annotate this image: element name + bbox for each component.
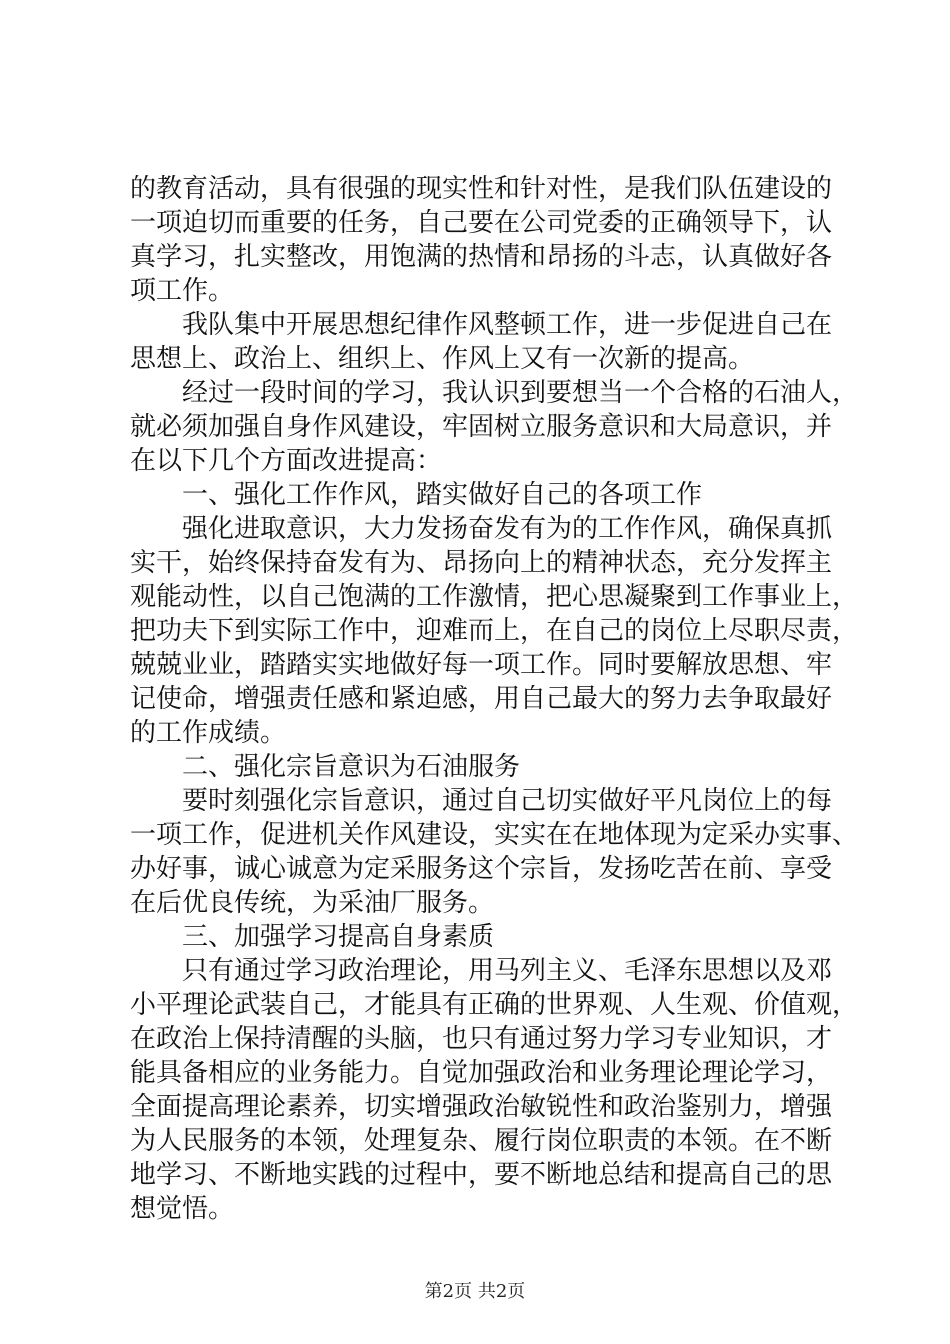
paragraph bbox=[130, 308, 833, 376]
text-line: 实干，始终保持奋发有为、昂扬向上的精神状态，充分发挥主 bbox=[130, 548, 833, 578]
text-line: 思想上、政治上、组织上、作风上又有一次新的提高。 bbox=[130, 344, 755, 374]
text-line: 为人民服务的本领，处理复杂、履行岗位职责的本领。在不断 bbox=[130, 1126, 833, 1156]
text-line: 想觉悟。 bbox=[130, 1194, 235, 1224]
text-line: 真学习，扎实整改，用饱满的热情和昂扬的斗志，认真做好各 bbox=[130, 242, 833, 272]
paragraph bbox=[130, 954, 859, 1226]
text-line: 的工作成绩。 bbox=[130, 718, 287, 748]
text-line: 记使命，增强责任感和紧迫感，用自己最大的努力去争取最好 bbox=[130, 684, 833, 714]
text-line: 三、加强学习提高自身素质 bbox=[182, 922, 495, 952]
text-line: 经过一段时间的学习，我认识到要想当一个合格的石油人， bbox=[182, 378, 859, 408]
paragraph bbox=[130, 376, 859, 478]
text-line: 的教育活动，具有很强的现实性和针对性，是我们队伍建设的 bbox=[130, 174, 833, 204]
page-number-footer: 第2页 共2页 bbox=[424, 1281, 526, 1302]
text-line: 观能动性，以自己饱满的工作激情，把心思凝聚到工作事业上， bbox=[130, 582, 859, 612]
text-line: 一项迫切而重要的任务，自己要在公司党委的正确领导下，认 bbox=[130, 208, 833, 238]
text-line: 就必须加强自身作风建设，牢固树立服务意识和大局意识，并 bbox=[130, 412, 833, 442]
text-line: 地学习、不断地实践的过程中，要不断地总结和提高自己的思 bbox=[130, 1160, 833, 1190]
text-line: 全面提高理论素养，切实增强政治敏锐性和政治鉴别力，增强 bbox=[130, 1092, 833, 1122]
text-line: 在以下几个方面改进提高： bbox=[130, 446, 443, 476]
text-line: 在政治上保持清醒的头脑，也只有通过努力学习专业知识，才 bbox=[130, 1024, 833, 1054]
document-body bbox=[130, 172, 859, 1226]
text-line: 项工作。 bbox=[130, 276, 235, 306]
text-line: 要时刻强化宗旨意识，通过自己切实做好平凡岗位上的每 bbox=[182, 786, 833, 816]
text-line: 在后优良传统，为采油厂服务。 bbox=[130, 888, 495, 918]
text-line: 我队集中开展思想纪律作风整顿工作，进一步促进自己在 bbox=[182, 310, 833, 340]
text-line: 一、强化工作作风，踏实做好自己的各项工作 bbox=[182, 480, 703, 510]
text-line: 只有通过学习政治理论，用马列主义、毛泽东思想以及邓 bbox=[182, 956, 833, 986]
text-line: 兢兢业业，踏踏实实地做好每一项工作。同时要解放思想、牢 bbox=[130, 650, 833, 680]
paragraph bbox=[130, 512, 859, 750]
text-line: 强化进取意识，大力发扬奋发有为的工作作风，确保真抓 bbox=[182, 514, 833, 544]
text-line: 办好事，诚心诚意为定采服务这个宗旨，发扬吃苦在前、享受 bbox=[130, 854, 833, 884]
text-line: 把功夫下到实际工作中，迎难而上，在自己的岗位上尽职尽责， bbox=[130, 616, 859, 646]
paragraph bbox=[130, 784, 859, 920]
section-heading bbox=[130, 750, 830, 784]
text-line: 小平理论武装自己，才能具有正确的世界观、人生观、价值观， bbox=[130, 990, 859, 1020]
paragraph bbox=[130, 172, 833, 308]
section-heading bbox=[130, 920, 830, 954]
section-heading bbox=[130, 478, 830, 512]
text-line: 一项工作，促进机关作风建设，实实在在地体现为定采办实事、 bbox=[130, 820, 859, 850]
text-line: 能具备相应的业务能力。自觉加强政治和业务理论理论学习， bbox=[130, 1058, 833, 1088]
text-line: 二、强化宗旨意识为石油服务 bbox=[182, 752, 521, 782]
